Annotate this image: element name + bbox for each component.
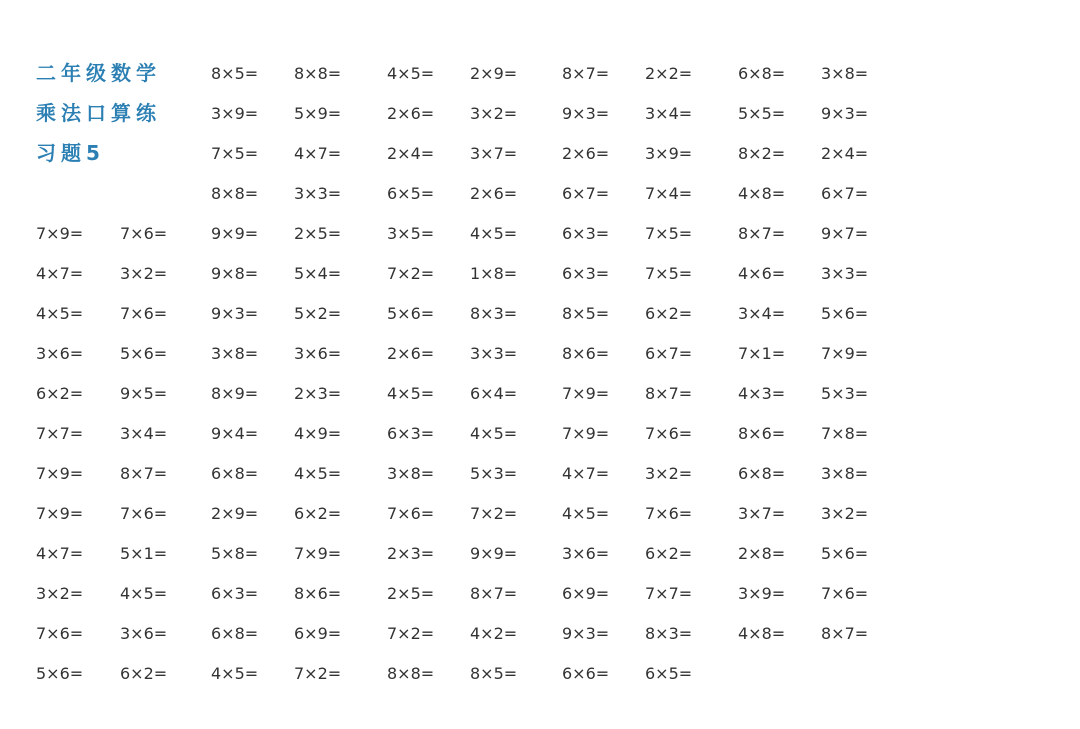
multiplication-problem: 7×9= [36, 224, 84, 243]
multiplication-problem: 5×6= [387, 304, 435, 323]
multiplication-problem: 5×3= [470, 464, 518, 483]
multiplication-problem: 6×3= [562, 224, 610, 243]
multiplication-problem: 5×4= [294, 264, 342, 283]
multiplication-problem: 8×5= [562, 304, 610, 323]
multiplication-problem: 7×7= [36, 424, 84, 443]
multiplication-problem: 8×2= [738, 144, 786, 163]
multiplication-problem: 3×6= [562, 544, 610, 563]
multiplication-problem: 2×9= [211, 504, 259, 523]
multiplication-problem: 5×3= [821, 384, 869, 403]
multiplication-problem: 9×7= [821, 224, 869, 243]
multiplication-problem: 6×9= [562, 584, 610, 603]
multiplication-problem: 6×3= [562, 264, 610, 283]
multiplication-problem: 4×6= [738, 264, 786, 283]
multiplication-problem: 7×2= [387, 624, 435, 643]
multiplication-problem: 8×8= [387, 664, 435, 683]
multiplication-problem: 8×6= [562, 344, 610, 363]
multiplication-problem: 9×8= [211, 264, 259, 283]
multiplication-problem: 1×8= [470, 264, 518, 283]
multiplication-problem: 3×2= [645, 464, 693, 483]
multiplication-problem: 3×4= [738, 304, 786, 323]
multiplication-problem: 8×7= [821, 624, 869, 643]
multiplication-problem: 3×6= [294, 344, 342, 363]
multiplication-problem: 7×6= [645, 424, 693, 443]
multiplication-problem: 3×6= [36, 344, 84, 363]
multiplication-problem: 5×6= [120, 344, 168, 363]
multiplication-problem: 9×3= [821, 104, 869, 123]
multiplication-problem: 8×3= [470, 304, 518, 323]
multiplication-problem: 3×2= [36, 584, 84, 603]
multiplication-problem: 8×5= [470, 664, 518, 683]
multiplication-problem: 2×3= [294, 384, 342, 403]
multiplication-problem: 7×6= [645, 504, 693, 523]
multiplication-problem: 5×8= [211, 544, 259, 563]
multiplication-problem: 4×5= [294, 464, 342, 483]
multiplication-problem: 3×6= [120, 624, 168, 643]
multiplication-problem: 6×7= [645, 344, 693, 363]
multiplication-problem: 4×3= [738, 384, 786, 403]
multiplication-problem: 6×2= [645, 304, 693, 323]
multiplication-problem: 3×3= [294, 184, 342, 203]
multiplication-problem: 7×9= [562, 384, 610, 403]
multiplication-problem: 2×4= [821, 144, 869, 163]
multiplication-problem: 4×5= [211, 664, 259, 683]
multiplication-problem: 7×6= [120, 224, 168, 243]
worksheet-title-line-1: 二年级数学 [36, 61, 161, 85]
multiplication-problem: 5×6= [821, 544, 869, 563]
multiplication-problem: 6×8= [211, 464, 259, 483]
multiplication-problem: 2×6= [387, 104, 435, 123]
multiplication-problem: 6×7= [821, 184, 869, 203]
multiplication-problem: 6×6= [562, 664, 610, 683]
worksheet-title-line-3: 习题5 [36, 141, 105, 165]
multiplication-problem: 7×8= [821, 424, 869, 443]
multiplication-problem: 6×2= [645, 544, 693, 563]
multiplication-problem: 7×2= [470, 504, 518, 523]
multiplication-problem: 7×7= [645, 584, 693, 603]
multiplication-problem: 6×8= [738, 64, 786, 83]
multiplication-problem: 4×7= [562, 464, 610, 483]
worksheet-title-line-2: 乘法口算练 [36, 101, 161, 125]
multiplication-problem: 3×2= [120, 264, 168, 283]
multiplication-problem: 4×5= [562, 504, 610, 523]
multiplication-problem: 4×5= [387, 384, 435, 403]
multiplication-problem: 6×5= [645, 664, 693, 683]
multiplication-problem: 3×9= [645, 144, 693, 163]
multiplication-problem: 9×9= [470, 544, 518, 563]
multiplication-problem: 5×6= [36, 664, 84, 683]
multiplication-problem: 3×9= [211, 104, 259, 123]
multiplication-problem: 2×8= [738, 544, 786, 563]
multiplication-problem: 4×5= [120, 584, 168, 603]
multiplication-problem: 8×7= [645, 384, 693, 403]
multiplication-problem: 4×8= [738, 184, 786, 203]
multiplication-problem: 5×1= [120, 544, 168, 563]
multiplication-problem: 8×7= [738, 224, 786, 243]
multiplication-problem: 4×7= [36, 544, 84, 563]
multiplication-problem: 5×5= [738, 104, 786, 123]
multiplication-problem: 2×6= [387, 344, 435, 363]
multiplication-problem: 3×8= [821, 64, 869, 83]
multiplication-problem: 4×8= [738, 624, 786, 643]
multiplication-problem: 9×4= [211, 424, 259, 443]
multiplication-problem: 4×5= [36, 304, 84, 323]
multiplication-problem: 6×9= [294, 624, 342, 643]
multiplication-problem: 2×6= [470, 184, 518, 203]
multiplication-problem: 9×5= [120, 384, 168, 403]
multiplication-problem: 2×5= [387, 584, 435, 603]
multiplication-problem: 6×5= [387, 184, 435, 203]
multiplication-problem: 7×6= [120, 504, 168, 523]
multiplication-problem: 2×3= [387, 544, 435, 563]
multiplication-problem: 4×9= [294, 424, 342, 443]
multiplication-problem: 7×5= [211, 144, 259, 163]
multiplication-problem: 4×2= [470, 624, 518, 643]
multiplication-problem: 8×7= [120, 464, 168, 483]
multiplication-problem: 6×3= [211, 584, 259, 603]
multiplication-problem: 9×3= [562, 624, 610, 643]
multiplication-problem: 4×7= [294, 144, 342, 163]
multiplication-problem: 4×5= [387, 64, 435, 83]
multiplication-problem: 5×9= [294, 104, 342, 123]
multiplication-problem: 8×6= [294, 584, 342, 603]
multiplication-problem: 2×9= [470, 64, 518, 83]
multiplication-problem: 3×3= [821, 264, 869, 283]
multiplication-problem: 9×3= [211, 304, 259, 323]
multiplication-problem: 3×8= [821, 464, 869, 483]
multiplication-problem: 9×3= [562, 104, 610, 123]
multiplication-problem: 7×6= [120, 304, 168, 323]
multiplication-problem: 3×7= [470, 144, 518, 163]
multiplication-problem: 6×3= [387, 424, 435, 443]
multiplication-problem: 3×3= [470, 344, 518, 363]
multiplication-problem: 5×2= [294, 304, 342, 323]
multiplication-problem: 8×8= [294, 64, 342, 83]
multiplication-problem: 2×2= [645, 64, 693, 83]
multiplication-problem: 3×5= [387, 224, 435, 243]
multiplication-problem: 4×5= [470, 224, 518, 243]
multiplication-problem: 3×8= [211, 344, 259, 363]
multiplication-problem: 3×2= [821, 504, 869, 523]
multiplication-problem: 9×9= [211, 224, 259, 243]
multiplication-problem: 8×9= [211, 384, 259, 403]
multiplication-problem: 3×7= [738, 504, 786, 523]
multiplication-problem: 7×9= [562, 424, 610, 443]
multiplication-problem: 7×9= [36, 504, 84, 523]
multiplication-problem: 8×7= [562, 64, 610, 83]
multiplication-problem: 8×3= [645, 624, 693, 643]
multiplication-problem: 6×4= [470, 384, 518, 403]
multiplication-problem: 4×5= [470, 424, 518, 443]
multiplication-problem: 3×9= [738, 584, 786, 603]
multiplication-problem: 7×1= [738, 344, 786, 363]
multiplication-problem: 8×7= [470, 584, 518, 603]
multiplication-problem: 3×4= [645, 104, 693, 123]
multiplication-problem: 7×2= [387, 264, 435, 283]
multiplication-problem: 8×5= [211, 64, 259, 83]
multiplication-problem: 6×8= [738, 464, 786, 483]
multiplication-problem: 3×8= [387, 464, 435, 483]
multiplication-problem: 7×4= [645, 184, 693, 203]
multiplication-problem: 2×4= [387, 144, 435, 163]
multiplication-problem: 6×2= [36, 384, 84, 403]
multiplication-problem: 4×7= [36, 264, 84, 283]
multiplication-problem: 7×2= [294, 664, 342, 683]
multiplication-problem: 7×6= [821, 584, 869, 603]
multiplication-problem: 3×2= [470, 104, 518, 123]
multiplication-problem: 6×7= [562, 184, 610, 203]
multiplication-problem: 3×4= [120, 424, 168, 443]
multiplication-problem: 7×6= [36, 624, 84, 643]
multiplication-problem: 6×8= [211, 624, 259, 643]
multiplication-problem: 7×9= [36, 464, 84, 483]
multiplication-problem: 7×9= [294, 544, 342, 563]
multiplication-problem: 7×5= [645, 264, 693, 283]
multiplication-problem: 7×9= [821, 344, 869, 363]
multiplication-problem: 7×6= [387, 504, 435, 523]
multiplication-problem: 8×8= [211, 184, 259, 203]
multiplication-problem: 6×2= [294, 504, 342, 523]
multiplication-problem: 8×6= [738, 424, 786, 443]
multiplication-problem: 5×6= [821, 304, 869, 323]
multiplication-problem: 2×6= [562, 144, 610, 163]
multiplication-problem: 2×5= [294, 224, 342, 243]
multiplication-problem: 7×5= [645, 224, 693, 243]
multiplication-problem: 6×2= [120, 664, 168, 683]
